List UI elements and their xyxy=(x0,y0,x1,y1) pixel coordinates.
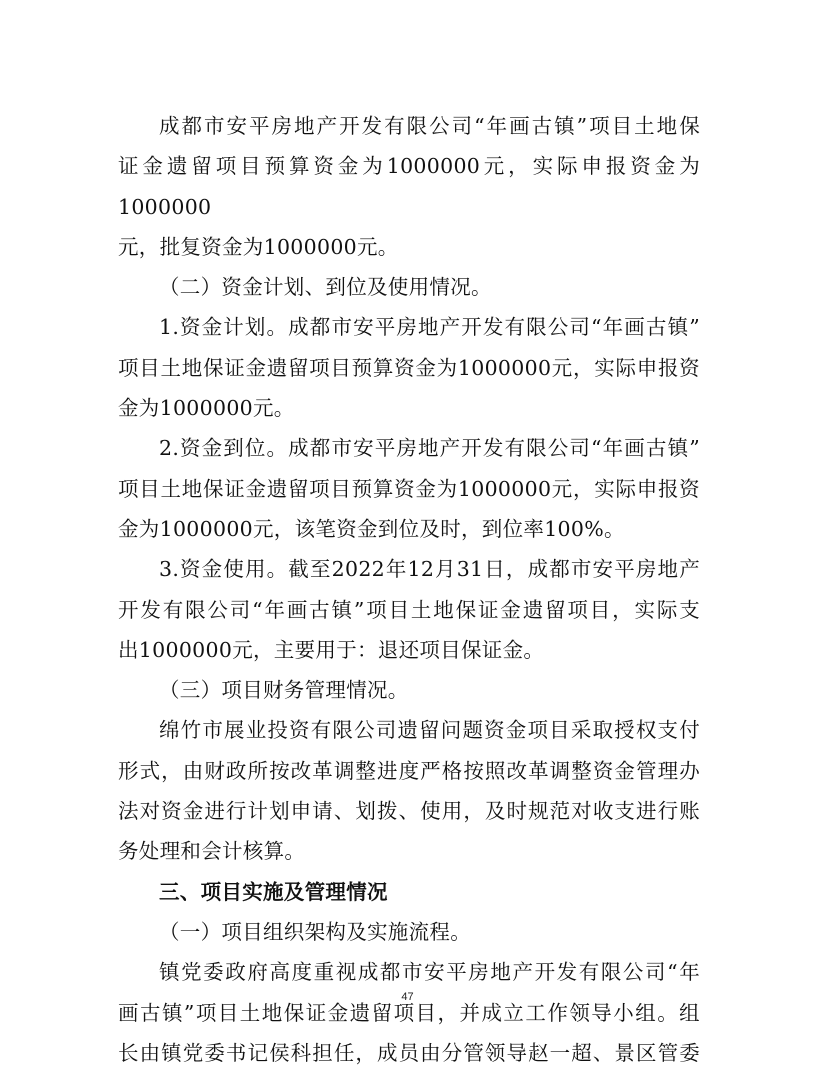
subheading-finance-management: （三）项目财务管理情况。 xyxy=(159,678,409,703)
section-heading: 三、项目实施及管理情况 xyxy=(159,879,388,904)
paragraph-fund-arrival: 2.资金到位。成都市安平房地产开发有限公司“年画古镇” 项目土地保证金遗留项目预算资金为1000000元，实际申报资 xyxy=(118,436,700,501)
paragraph-fund-arrival-end: 金为1000000元，该笔资金到位及时，到位率100%。 xyxy=(118,516,625,541)
paragraph-fund-use: 3.资金使用。截至2022年12月31日，成都市安平房地产 开发有限公司“年画古镇”项目土地保证金遗留项目，实际支 xyxy=(118,557,700,622)
paragraph-fund-plan-end: 金为1000000元。 xyxy=(118,396,295,421)
paragraph-finance-management-end: 务处理和会计核算。 xyxy=(118,839,306,864)
paragraph-finance-management: 绵竹市展业投资有限公司遗留问题资金项目采取授权支付 形式，由财政所按改革调整进度严格按照改革调整资金管理办 法对资金进行计划申请、划拨、使用，及时规范对收支进行账 xyxy=(118,718,700,824)
subheading-fund-plan: （二）资金计划、到位及使用情况。 xyxy=(159,275,492,300)
paragraph-organization: 镇党委政府高度重视成都市安平房地产开发有限公司“年 画古镇”项目土地保证金遗留项目，并成立工作领导小组。组 长由镇党委书记侯科担任，成员由分管领导赵一超、景区管委 xyxy=(118,960,700,1065)
paragraph-budget: 成都市安平房地产开发有限公司“年画古镇”项目土地保 证金遗留项目预算资金为1000000元，实际申报资金为1000000 xyxy=(118,114,700,219)
page-number: 47 xyxy=(401,991,414,1003)
paragraph-budget-end: 元，批复资金为1000000元。 xyxy=(118,234,399,259)
paragraph-fund-use-end: 出1000000元，主要用于：退还项目保证金。 xyxy=(118,637,545,662)
paragraph-fund-plan: 1.资金计划。成都市安平房地产开发有限公司“年画古镇” 项目土地保证金遗留项目预算资金为1000000元，实际申报资 xyxy=(118,315,700,380)
subheading-organization: （一）项目组织架构及实施流程。 xyxy=(159,919,471,944)
page-content xyxy=(118,106,700,1073)
